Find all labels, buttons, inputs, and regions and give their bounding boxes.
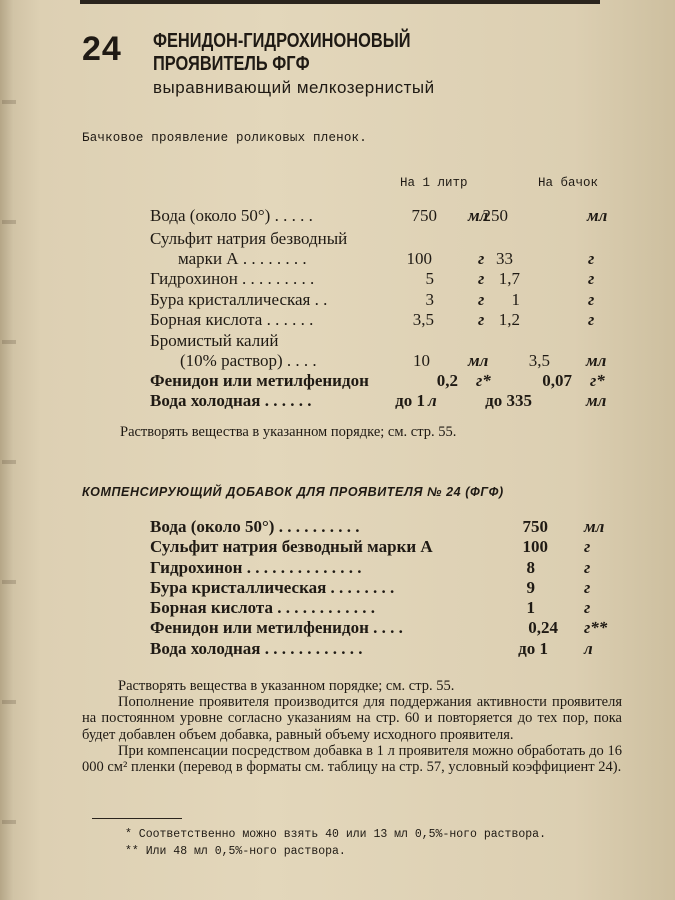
usage-description: Бачковое проявление роликовых пленок. — [82, 131, 367, 145]
footnote: ** Или 48 мл 0,5%-ного раствора. — [125, 845, 346, 858]
paragraph: Растворять вещества в указанном порядке; см. стр. 55. — [118, 678, 455, 694]
section-title: КОМПЕНСИРУЮЩИЙ ДОБАВОК ДЛЯ ПРОЯВИТЕЛЯ № 24 (ФГФ) — [82, 485, 504, 499]
table-row: Гидрохинон . . . . . . . . . . . . . . 8 г — [150, 558, 591, 577]
table-row: Фенидон или метилфенидон 0,2 г* 0,07 г* — [150, 371, 605, 390]
column-per-liter: На 1 литр — [400, 176, 468, 190]
table-row: Бромистый калий — [150, 331, 279, 350]
recipe-title-line-2: ПРОЯВИТЕЛЬ ФГФ — [153, 53, 310, 75]
table-row: Вода холодная . . . . . . . . . . . . до 1 л — [150, 639, 593, 658]
order-note: Растворять вещества в указанном порядке; см. стр. 55. — [120, 424, 457, 440]
table-row: Борная кислота . . . . . . . . . . . . 1 г — [150, 598, 591, 617]
instructions-text — [82, 678, 622, 775]
recipe-title — [153, 30, 411, 76]
table-row: Сульфит натрия безводный марки А 100 г — [150, 537, 591, 556]
footnote: * Соответственно можно взять 40 или 13 мл 0,5%-ного раствора. — [125, 828, 546, 841]
recipe-subtitle: выравнивающий мелкозернистый — [153, 78, 435, 97]
table-row: Бура кристаллическая . . . . . . . . 9 г — [150, 578, 591, 597]
binding-holes — [2, 40, 16, 860]
recipe-title-line-1: ФЕНИДОН-ГИДРОХИНОНОВЫЙ — [153, 30, 411, 52]
table-row: Вода (около 50°) . . . . . . . . . . 750 мл — [150, 517, 605, 536]
table-row: Фенидон или метилфенидон . . . . 0,24 г** — [150, 618, 608, 637]
column-per-tank: На бачок — [538, 176, 599, 190]
table-row: Вода холодная . . . . . . до 1 л до 335 мл — [150, 391, 607, 410]
paragraph: Пополнение проявителя производится для поддержания активности проявителя на постоянном уровне согласно указаниям на стр. 60 и повторяется до тех пор, пока будет добавлен объем добавка, равный объему исходного проявителя. — [82, 694, 622, 743]
table-row: марки А . . . . . . . . 100 г 33 г — [178, 249, 595, 268]
table-row: Борная кислота . . . . . . 3,5 г 1,2 г — [150, 310, 595, 329]
top-rule — [80, 0, 600, 4]
table-row: Бура кристаллическая . . 3 г 1 г — [150, 290, 595, 309]
table-row: Вода (около 50°) . . . . . 750 мл 250 мл — [150, 206, 608, 225]
table-row: Сульфит натрия безводный — [150, 229, 348, 248]
paragraph: При компенсации посредством добавка в 1 л проявителя можно обработать до 16 000 см² пленки (перевод в форматы см. таблицу на стр. 57, условный коэффициент 24). — [82, 742, 622, 776]
table-row: (10% раствор) . . . . 10 мл 3,5 мл — [180, 351, 607, 370]
recipe-number: 24 — [82, 30, 122, 68]
footnote-rule — [92, 818, 182, 819]
table-row: Гидрохинон . . . . . . . . . 5 г 1,7 г — [150, 269, 595, 288]
